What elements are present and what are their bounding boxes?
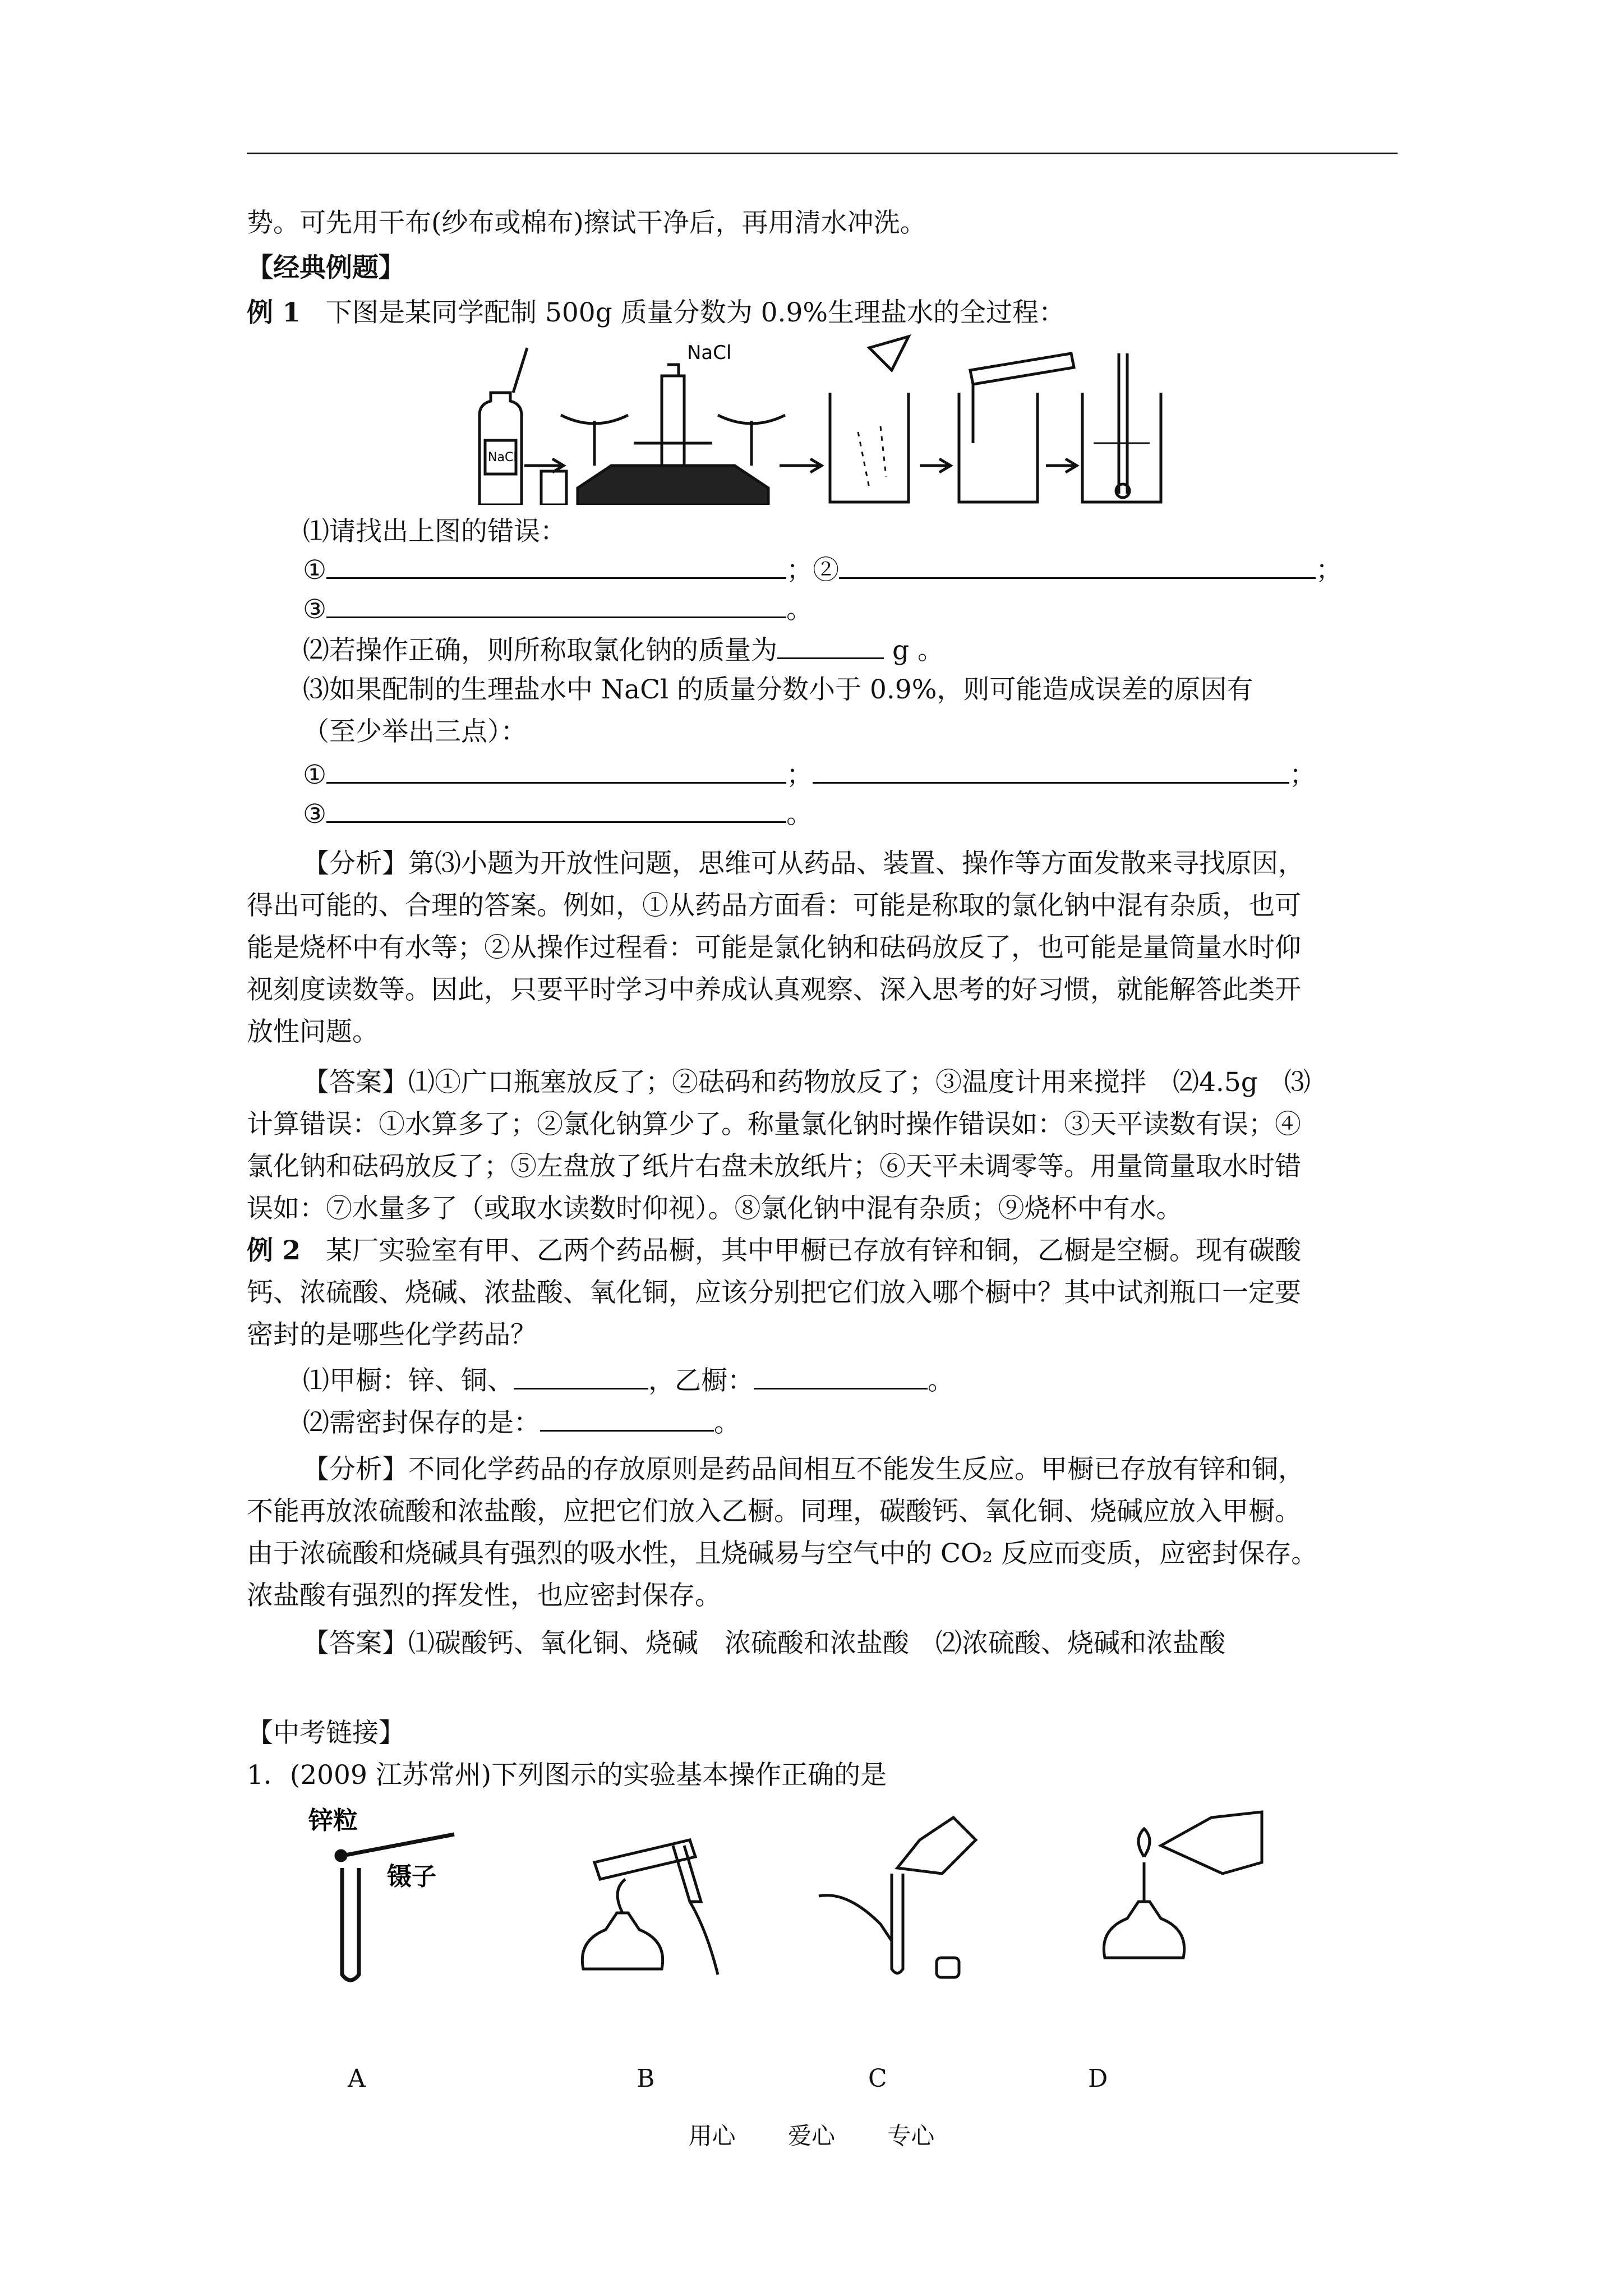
balance-icon bbox=[561, 365, 785, 505]
answer-blank[interactable] bbox=[754, 1363, 928, 1389]
ex1-analysis-line: 能是烧杯中有水等；②从操作过程看：可能是氯化钠和砝码放反了，也可能是量筒量水时仰 bbox=[247, 932, 1301, 963]
example2-stem: 某厂实验室有甲、乙两个药品橱，其中甲橱已存放有锌和铜，乙橱是空橱。现有碳酸 bbox=[326, 1235, 1302, 1266]
bottle-label: NaCl bbox=[488, 450, 517, 464]
exam-question-1: 1．(2009 江苏常州)下列图示的实验基本操作正确的是 bbox=[247, 1760, 887, 1791]
stopper-icon bbox=[541, 471, 566, 505]
option-d-label: D bbox=[1088, 2064, 1108, 2093]
option-d-figure bbox=[1094, 1795, 1284, 1980]
solution-preparation-figure bbox=[465, 331, 1183, 505]
ex1-q3-note: （至少举出三点）： bbox=[303, 716, 527, 747]
ex1-q3-row1: ① ； ； bbox=[303, 757, 1316, 792]
test-tube-icon bbox=[892, 1874, 903, 1973]
section-heading-examples: 【经典例题】 bbox=[247, 252, 405, 283]
answer-blank[interactable] bbox=[326, 592, 786, 618]
ex1-answer-line: 计算错误：①水算多了；②氯化钠算少了。称量氯化钠时操作错误如：③天平读数有误；④ bbox=[247, 1109, 1301, 1140]
answer-blank[interactable] bbox=[540, 1405, 714, 1432]
ex2-analysis-line: 由于浓硫酸和烧碱具有强烈的吸水性，且烧碱易与空气中的 CO₂ 反应而变质，应密封保存。 bbox=[247, 1538, 1318, 1569]
stopper-icon bbox=[937, 1958, 959, 1977]
option-a-figure bbox=[297, 1801, 499, 1991]
ex2-analysis-line: 浓盐酸有强烈的挥发性，也应密封保存。 bbox=[247, 1580, 721, 1611]
example2-stem-line bbox=[247, 1234, 1301, 1268]
beaker-icon-2 bbox=[959, 353, 1074, 502]
reagent-bottle-icon bbox=[897, 1818, 976, 1874]
ex2-answer: 【答案】⑴碳酸钙、氧化铜、烧碱 浓硫酸和浓盐酸 ⑵浓硫酸、烧碱和浓盐酸 bbox=[303, 1628, 1225, 1659]
test-tube-icon bbox=[342, 1868, 359, 1980]
arrow-icon-3 bbox=[920, 459, 951, 472]
answer-blank[interactable] bbox=[326, 553, 786, 579]
page-footer bbox=[0, 2118, 1623, 2151]
section-heading-exam: 【中考链接】 bbox=[247, 1718, 405, 1749]
tube-holder-icon bbox=[673, 1846, 701, 1902]
zinc-label: 锌粒 bbox=[308, 1806, 358, 1835]
reagent-bottle-icon bbox=[479, 348, 527, 505]
footer-text: 爱心 bbox=[787, 2122, 835, 2150]
alcohol-lamp-icon bbox=[1104, 1902, 1184, 1958]
option-a-label: A bbox=[348, 2064, 366, 2093]
example1-label: 例 1 bbox=[247, 297, 301, 328]
example2-stem-line: 钙、浓硫酸、烧碱、浓盐酸、氧化铜，应该分别把它们放入哪个橱中？其中试剂瓶口一定要 bbox=[247, 1277, 1301, 1308]
answer-blank[interactable] bbox=[326, 797, 786, 823]
arrow-icon-2 bbox=[780, 459, 822, 472]
option-b-figure bbox=[561, 1818, 751, 1986]
ex1-q1-row2: ③ 。 bbox=[303, 592, 813, 627]
beaker-icon-1 bbox=[830, 337, 909, 502]
answer-blank[interactable] bbox=[514, 1363, 648, 1389]
tweezers-label: 镊子 bbox=[387, 1862, 436, 1891]
hand-icon bbox=[819, 1895, 892, 1941]
tweezers-icon bbox=[336, 1834, 454, 1857]
footer-text: 专心 bbox=[887, 2122, 935, 2150]
ex1-answer-line: 误如：⑦水量多了（或取水读数时仰视）。⑧氯化钠中混有杂质；⑨烧杯中有水。 bbox=[247, 1193, 1183, 1224]
ex2-q1: ⑴甲橱：锌、铜、 ，乙橱： 。 bbox=[303, 1363, 954, 1398]
ex2-analysis-line: 不能再放浓硫酸和浓盐酸，应把它们放入乙橱。同理，碳酸钙、氧化铜、烧碱应放入甲橱。 bbox=[247, 1496, 1301, 1527]
ex1-analysis-line: 得出可能的、合理的答案。例如，①从药品方面看：可能是称取的氯化钠中混有杂质，也可 bbox=[247, 890, 1301, 921]
ex1-analysis-line: 放性问题。 bbox=[247, 1016, 379, 1047]
option-c-label: C bbox=[868, 2064, 887, 2093]
balance-label: NaCl bbox=[687, 342, 732, 364]
footer-text: 用心 bbox=[688, 2122, 736, 2150]
ex1-analysis-line: 视刻度读数等。因此，只要平时学习中养成认真观察、深入思考的好习惯，就能解答此类开 bbox=[247, 974, 1301, 1005]
ex1-q1-row1: ① ；② ； bbox=[303, 553, 1342, 587]
option-b-label: B bbox=[637, 2064, 655, 2093]
ex1-q1: ⑴请找出上图的错误： bbox=[303, 516, 566, 547]
continued-text: 势。可先用干布(纱布或棉布)擦试干净后，再用清水冲洗。 bbox=[247, 208, 926, 238]
example1-stem-line bbox=[247, 296, 1065, 330]
ex1-answer-line: 氯化钠和砝码放反了；⑤左盘放了纸片右盘未放纸片；⑥天平未调零等。用量筒量取水时错 bbox=[247, 1151, 1301, 1182]
option-c-figure bbox=[808, 1806, 993, 1991]
ex1-analysis-line: 【分析】第⑶小题为开放性问题，思维可从药品、装置、操作等方面发散来寻找原因， bbox=[303, 848, 1304, 879]
ex1-answer-line: 【答案】⑴①广口瓶塞放反了；②砝码和药物放反了；③温度计用来搅拌 ⑵4.5g ⑶ bbox=[303, 1067, 1311, 1098]
answer-blank[interactable] bbox=[326, 757, 786, 784]
ex1-q3: ⑶如果配制的生理盐水中 NaCl 的质量分数小于 0.9%，则可能造成误差的原因有 bbox=[303, 674, 1253, 705]
example1-stem: 下图是某同学配制 500g 质量分数为 0.9%生理盐水的全过程： bbox=[326, 297, 1066, 328]
header-rule bbox=[247, 153, 1398, 154]
example2-label: 例 2 bbox=[247, 1235, 301, 1266]
answer-blank[interactable] bbox=[839, 553, 1316, 579]
answer-blank[interactable] bbox=[813, 757, 1289, 784]
arrow-icon-4 bbox=[1046, 459, 1077, 472]
ex1-q2: ⑵若操作正确，则所称取氯化钠的质量为 g 。 bbox=[303, 633, 944, 668]
ex2-q2: ⑵需密封保存的是： 。 bbox=[303, 1405, 740, 1440]
ex1-q3-row2: ③ 。 bbox=[303, 797, 813, 831]
example2-stem-line: 密封的是哪些化学药品？ bbox=[247, 1319, 537, 1350]
beaker-icon-3 bbox=[1082, 353, 1161, 502]
ex2-analysis-line: 【分析】不同化学药品的存放原则是药品间相互不能发生反应。甲橱已存放有锌和铜， bbox=[303, 1454, 1304, 1485]
second-lamp-icon bbox=[1161, 1812, 1262, 1874]
alcohol-lamp-icon bbox=[582, 1913, 662, 1969]
answer-blank[interactable] bbox=[777, 633, 884, 659]
